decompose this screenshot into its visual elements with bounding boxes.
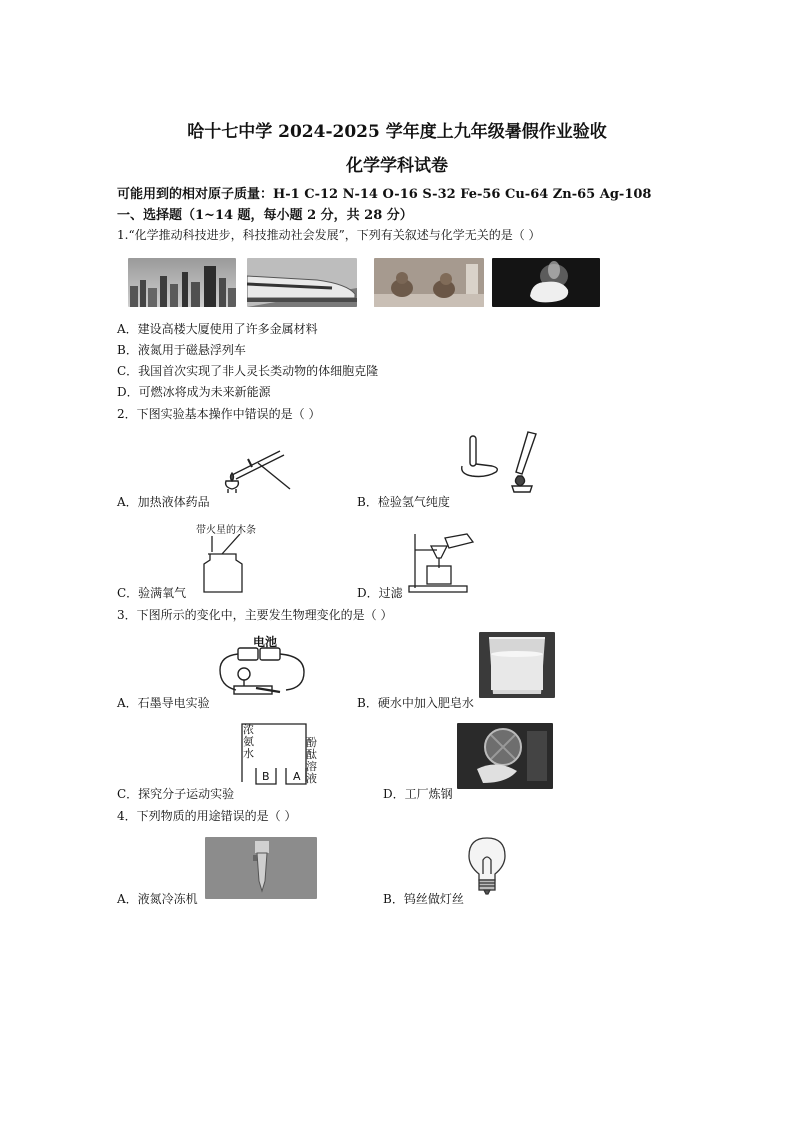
q1-stem: 1.“化学推动科技进步，科技推动社会发展”，下列有关叙述与化学无关的是（ ） <box>117 228 541 242</box>
exam-title: 哈十七中学 2024-2025 学年度上九年级暑假作业验收 <box>187 122 607 142</box>
q4-stem: 4．下列物质的用途错误的是（ ） <box>117 809 297 823</box>
atomic-masses: 可能用到的相对原子质量：H-1 C-12 N-14 O-16 S-32 Fe-56 Cu-64 Zn-65 Ag-108 <box>117 187 652 202</box>
q3-option-a: A．石墨导电实验 <box>117 696 210 710</box>
phenolphthalein-label-4: 液 <box>306 772 317 785</box>
glowing-splint-label: 带火星的木条 <box>196 525 256 536</box>
beaker-b-label: B <box>262 770 270 783</box>
phenolphthalein-label-3: 溶 <box>306 760 317 773</box>
exam-subtitle: 化学学科试卷 <box>346 156 448 176</box>
q3-option-b: B．硬水中加入肥皂水 <box>357 696 474 710</box>
heating-liquid-figure <box>218 443 294 493</box>
q2-option-c: C．验满氧气 <box>117 586 187 600</box>
liquid-nitrogen-freezer-photo <box>205 837 317 899</box>
section-heading: 一、选择题（1~14 题，每小题 2 分，共 28 分） <box>117 208 413 223</box>
q1-option-c: C．我国首次实现了非人灵长类动物的体细胞克隆 <box>117 364 379 378</box>
filtration-figure <box>407 530 479 594</box>
q2-stem: 2．下图实验基本操作中错误的是（ ） <box>117 407 321 421</box>
hard-water-soap-photo <box>479 632 555 698</box>
q4-option-b: B．钨丝做灯丝 <box>383 892 464 906</box>
maglev-train-photo <box>247 258 357 307</box>
ammonia-label-2: 氨 <box>243 735 254 748</box>
battery-label: 电池 <box>253 635 278 649</box>
q3-option-d: D．工厂炼钢 <box>383 787 453 801</box>
q3-stem: 3．下图所示的变化中，主要发生物理变化的是（ ） <box>117 608 393 622</box>
light-bulb-figure <box>465 836 509 896</box>
phenolphthalein-label <box>306 737 317 785</box>
ammonia-label <box>243 724 254 760</box>
steelmaking-photo <box>457 723 553 789</box>
q4-option-a: A．液氮冷冻机 <box>117 892 198 906</box>
ammonia-label-3: 水 <box>243 747 254 760</box>
q1-option-d: D．可燃冰将成为未来新能源 <box>117 385 271 399</box>
q2-option-a: A．加热液体药品 <box>117 495 210 509</box>
skyscraper-photo <box>128 258 236 307</box>
hydrogen-purity-test-figure <box>456 430 546 494</box>
phenolphthalein-label-2: 酞 <box>306 748 317 761</box>
beaker-a-label: A <box>293 770 301 783</box>
combustible-ice-photo <box>492 258 600 307</box>
phenolphthalein-label-1: 酚 <box>306 736 317 749</box>
graphite-conductivity-figure <box>216 646 308 698</box>
q2-option-d: D．过滤 <box>357 586 403 600</box>
cloned-monkeys-photo <box>374 258 484 307</box>
oxygen-full-test-figure <box>200 534 246 594</box>
q1-option-a: A．建设高楼大厦使用了许多金属材料 <box>117 322 318 336</box>
ammonia-label-1: 浓 <box>243 723 254 736</box>
q2-option-b: B．检验氢气纯度 <box>357 495 450 509</box>
q1-option-b: B．液氮用于磁悬浮列车 <box>117 343 246 357</box>
q3-option-c: C．探究分子运动实验 <box>117 787 235 801</box>
